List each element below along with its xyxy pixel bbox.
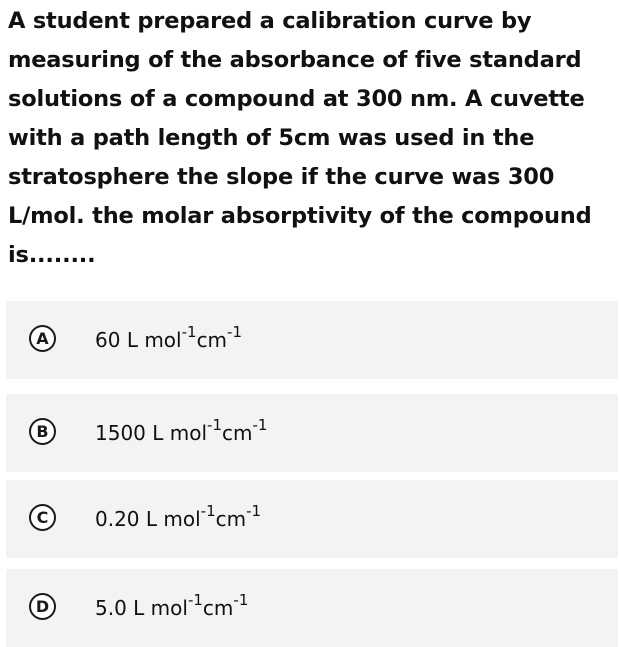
option-b-exponent-1: -1 [207,416,223,435]
option-b-unit-prefix: L mol [152,421,208,445]
option-d-unit-mid: cm [202,596,234,620]
option-d-value: 5.0 [95,596,127,620]
option-c-exponent-1: -1 [200,502,216,521]
option-b-unit-mid: cm [222,421,253,445]
option-a-exponent-1: -1 [181,323,197,342]
option-a-text [95,323,243,354]
answer-option-c[interactable] [6,480,618,558]
option-a-exponent-2: -1 [227,323,243,342]
question-line: measuring of the absorbance of five standard [8,47,582,73]
option-b-value: 1500 [95,421,146,445]
option-a-unit-prefix: L mol [126,328,182,352]
question-line: A student prepared a calibration curve by [8,8,532,34]
option-c-exponent-2: -1 [246,502,262,521]
question-line: with a path length of 5cm was used in the [8,125,535,151]
question-line: solutions of a compound at 300 nm. A cuvette [8,86,585,112]
option-c-text [95,502,262,533]
option-letter-b-icon: B [29,418,56,445]
question-line: L/mol. the molar absorptivity of the compound [8,203,592,229]
option-c-unit-mid: cm [215,507,247,531]
option-c-value: 0.20 [95,507,140,531]
option-c-unit-prefix: L mol [145,507,201,531]
option-d-text [95,591,249,622]
question-line: is........ [8,242,96,268]
option-d-unit-prefix: L mol [133,596,188,620]
answer-option-d[interactable] [6,569,618,647]
option-letter-d-icon: D [29,593,56,620]
question-line: stratosphere the slope if the curve was 300 [8,164,555,190]
option-d-exponent-2: -1 [233,591,249,610]
option-b-text [95,416,268,447]
question-text [8,2,614,275]
answer-option-b[interactable] [6,394,618,472]
option-letter-c-icon: C [29,504,56,531]
option-d-exponent-1: -1 [187,591,203,610]
option-a-unit-mid: cm [196,328,228,352]
option-b-exponent-2: -1 [252,416,268,435]
option-a-value: 60 [95,328,121,352]
answer-option-a[interactable] [6,301,618,379]
option-letter-a-icon: A [29,325,56,352]
